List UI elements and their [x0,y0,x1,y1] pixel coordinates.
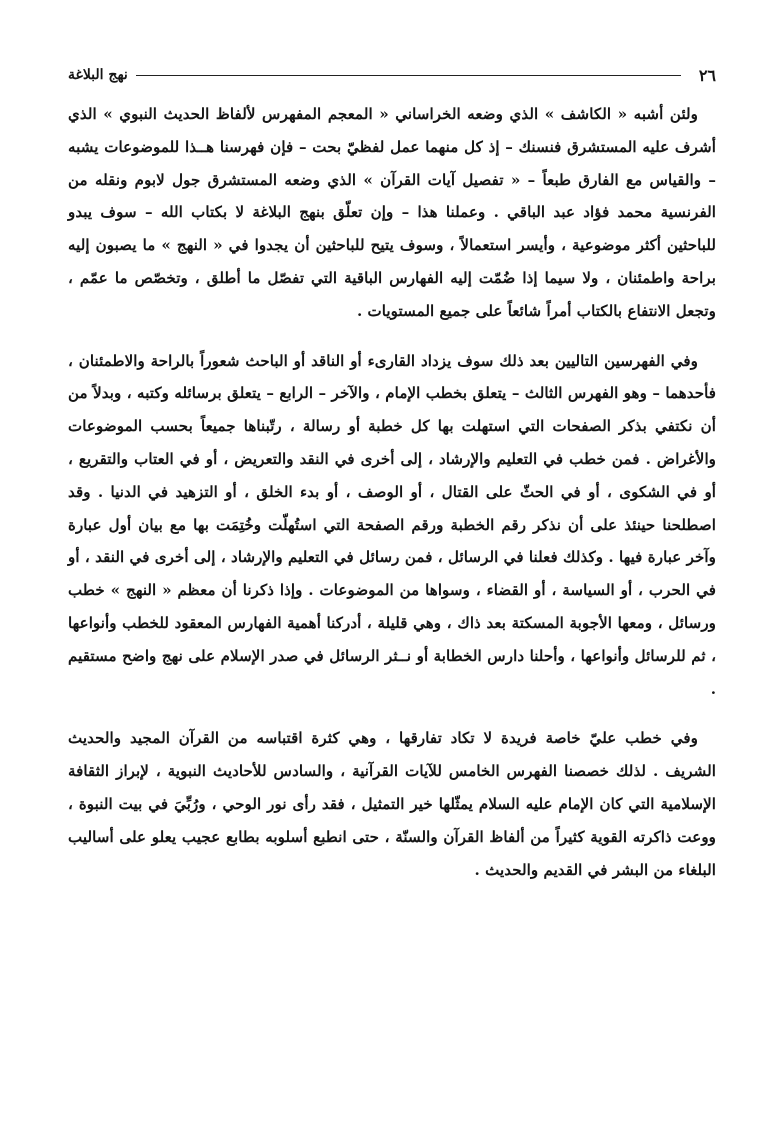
running-title: نهج البلاغة [68,67,128,83]
body-paragraph-3: وفي خطب عليّ خاصة فريدة لا تكاد تفارقها ، وهي كثرة اقتباسه من القرآن المجيد والحديث الشريف . لذلك خصصنا الفهرس الخامس للآيات القرآنية ، والسادس للأحاديث النبوية ، لإبراز الثقافة الإسلامية التي كان الإمام عليه السلام يمثّلها خير التمثيل ، فقد رأى نور الوحي ، ورُبِّيَ في بيت النبوة ، ووعت ذاكرته القوية كثيراً من ألفاظ القرآن والسنّة ، حتى انطبع أسلوبه بطابع عجيب يعلو على أساليب البلغاء من البشر في القديم والحديث . [68,729,716,879]
header-rule [136,75,681,76]
page-number: ٢٦ [698,65,716,85]
running-header [68,62,716,88]
document-page [68,62,716,886]
body-paragraph-1: ولئن أشبه « الكاشف » الذي وضعه الخراساني « المعجم المفهرس لألفاظ الحديث النبوي » الذي أشرف عليه المستشرق فنسنك – إذ كل منهما عمل لفظيّ بحت – فإن فهرسنا هــذا للموضوعات يشبه – والقياس مع الفارق طبعاً – « تفصيل آيات القرآن » الذي وضعه المستشرق جول لابوم ونقله من الفرنسية محمد فؤاد عبد الباقي . وعملنا هذا – وإن تعلّق بنهج البلاغة لا بكتاب الله – سوف يبدو للباحثين أكثر موضوعية ، وأيسر استعمالاً ، وسوف يتيح للباحثين أن يجدوا في « النهج » ما يصبون إليه براحة واطمئنان ، ولا سيما إذا ضُمّت إليه الفهارس الباقية التي تفصّل ما أطلق ، وتخصّص ما عمّم ، وتجعل الانتفاع بالكتاب أمراً شائعاً على جميع المستويات . [68,105,716,320]
body-paragraph-2: وفي الفهرسين التاليين بعد ذلك سوف يزداد القارىء أو الناقد أو الباحث شعوراً بالراحة والاطمئنان ، فأحدهما – وهو الفهرس الثالث – يتعلق بخطب الإمام ، والآخر – الرابع – يتعلق برسائله وكتبه ، وبدلاً من أن نكتفي بذكر الصفحات التي استهلت بها كل خطبة أو رسالة ، رتّبناها جميعاً بحسب الموضوعات والأغراض . فمن خطب في التعليم والإرشاد ، إلى أخرى في النقد والتعريض ، أو في العتاب والتقريع ، أو في الشكوى ، أو في الحثّ على القتال ، أو الوصف ، أو بدء الخلق ، أو التزهيد في الدنيا . وقد اصطلحنا حينئذ على أن نذكر رقم الخطبة ورقم الصفحة التي استُهلّت وخُتِمَت بها مع بيان أول عبارة وآخر عبارة فيها . وكذلك فعلنا في الرسائل ، فمن رسائل في التعليم والإرشاد ، إلى أخرى في النقد ، أو في الحرب ، أو السياسة ، أو القضاء ، وسواها من الموضوعات . وإذا ذكرنا أن معظم « النهج » خطب ورسائل ، ومعها الأجوبة المسكتة بعد ذاك ، وهي قليلة ، أدركنا أهمية الفهارس المعقود للخطب وأنواعها ، ثم للرسائل وأنواعها ، وأحلنا دارس الخطابة أو نــثر الرسائل في صدر الإسلام على نهج واضح مستقيم . [68,351,716,698]
